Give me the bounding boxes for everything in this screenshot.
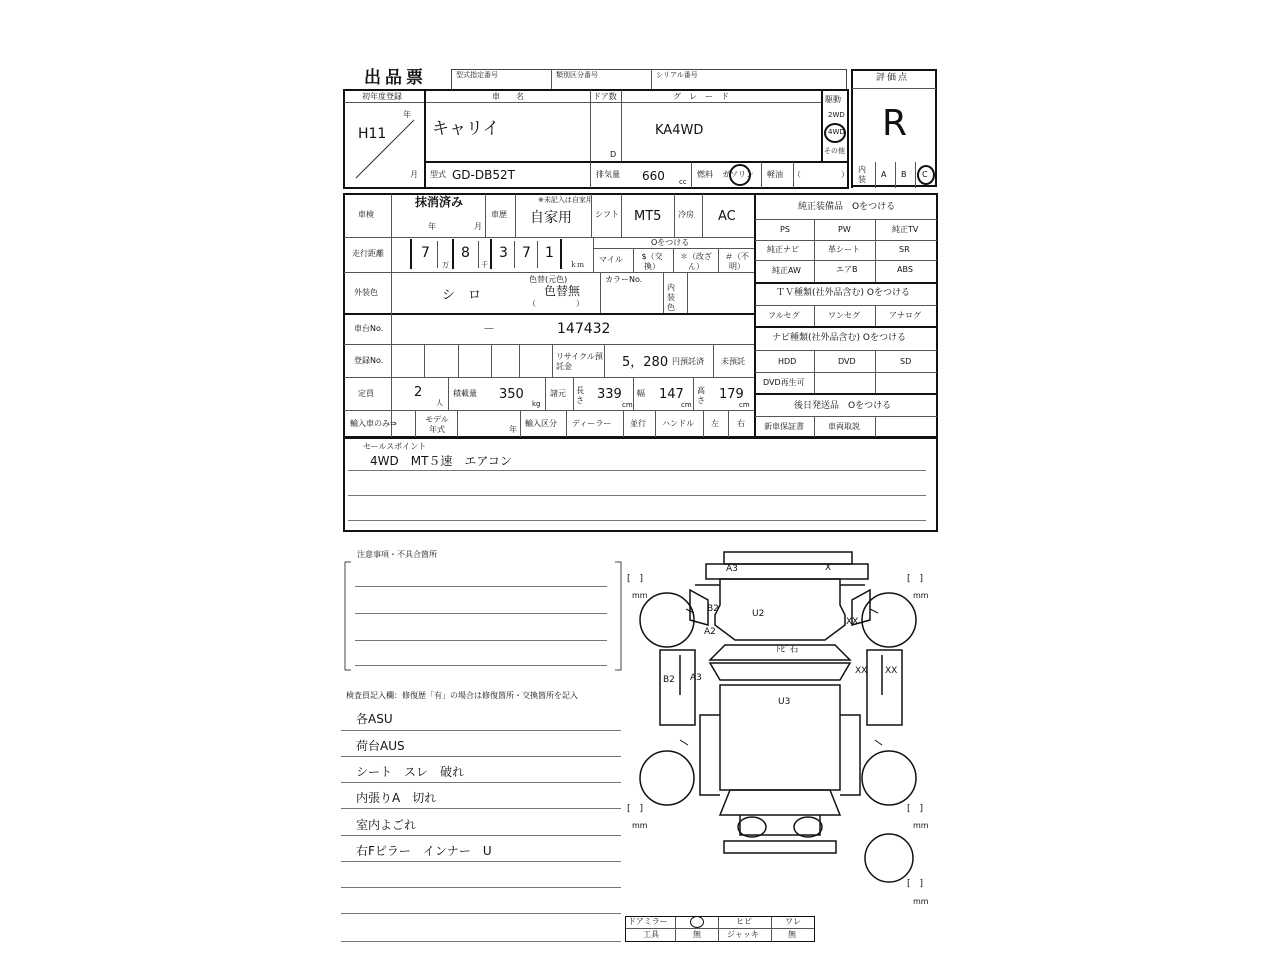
inspector-line-4: 内張りA 切れ	[356, 791, 437, 805]
reg-no-label: 登録No.	[354, 356, 384, 365]
car-diagram	[620, 545, 940, 925]
class-number-label: 類別区分番号	[556, 71, 598, 79]
diag-label-tobi: ﾄﾋﾞ石	[776, 645, 799, 655]
genuine-title: 純正装備品 Oをつける	[798, 202, 896, 212]
serial-label: シリアル番号	[656, 71, 698, 79]
mileage-digit-2: 8	[461, 245, 470, 261]
diag-label-xx-a: XX	[855, 666, 868, 676]
genuine-item-aw: 純正AW	[772, 266, 801, 275]
model-value: GD-DB52T	[452, 168, 515, 182]
diagram-tire-rear-left	[640, 751, 694, 805]
score-label: 評価点	[876, 73, 910, 83]
doors-label: ドア数	[593, 92, 617, 101]
shift-value: MT5	[634, 209, 662, 224]
fuel-label: 燃料	[697, 170, 713, 179]
tv-item-analog: アナログ	[889, 311, 921, 320]
mileage-circle-note: Oをつける	[651, 238, 690, 247]
mileage-digit-5: 1	[545, 245, 554, 261]
length-label: 長さ	[576, 386, 584, 405]
navi-item-dvd: DVD	[838, 357, 856, 366]
interior-grade-c: C	[922, 170, 928, 179]
model-year-unit: 年	[509, 425, 517, 434]
type-number-label: 型式指定番号	[456, 71, 498, 79]
ac-value: AC	[718, 209, 736, 224]
reg-year-unit: 年	[403, 110, 411, 119]
interior-grade-a: A	[881, 170, 887, 179]
diag-label-u3: U3	[778, 697, 791, 707]
inspector-label: 検査員記入欄：修復歴「有」の場合は修復箇所・交換箇所を記入	[346, 691, 578, 700]
width-unit: cm	[681, 401, 692, 409]
grade-label: グ レ ー ド	[673, 92, 729, 101]
shift-label: シフト	[595, 210, 619, 219]
fuel-gas-circle	[729, 164, 751, 186]
first-reg-label: 初年度登録	[362, 92, 402, 101]
right-label: 右	[737, 419, 745, 428]
bracket-spare: [ ]	[907, 879, 924, 889]
fuel-gas: ガソリン	[722, 170, 754, 179]
car-name-value: キャリイ	[432, 119, 500, 139]
drive-2wd: 2WD	[828, 111, 845, 119]
car-name-label: 車 名	[492, 92, 524, 101]
diag-label-b2: B2	[707, 604, 719, 614]
left-label: 左	[711, 419, 719, 428]
capacity-unit: 人	[436, 399, 443, 407]
tools-value: 無	[693, 930, 701, 939]
inspector-line-2: 荷台AUS	[356, 739, 405, 753]
diagram-tire-rear-right	[862, 751, 916, 805]
mileage-km-unit: ｋｍ	[570, 261, 584, 269]
model-year-label: モデル年式	[425, 415, 449, 434]
mm-front-left: mm	[632, 591, 648, 600]
height-unit: cm	[739, 401, 750, 409]
drive-label: 駆動	[825, 95, 841, 104]
sheet-title: 出品票	[364, 68, 427, 88]
capacity-value: 2	[414, 385, 423, 400]
interior-label: 内装	[858, 165, 866, 184]
recycle-done: 円預託済	[672, 357, 704, 366]
diag-label-xx-b: XX	[885, 666, 898, 676]
dealer-label: ディーラー	[572, 419, 612, 428]
tv-item-fullseg: フルセグ	[768, 311, 800, 320]
navi-item-hdd: HDD	[778, 357, 797, 366]
capacity-label: 定員	[358, 389, 374, 398]
later-item-manual: 車両取説	[828, 422, 860, 431]
inspection-month-unit: 月	[474, 222, 482, 231]
tools-label: 工具	[643, 930, 659, 939]
inspection-value: 抹消済み	[415, 195, 464, 209]
grade-value: KA4WD	[655, 123, 704, 138]
drive-4wd: 4WD	[828, 128, 845, 136]
jack-label: ジャッキ	[727, 930, 759, 939]
history-value: 自家用	[530, 210, 572, 226]
inspector-line-1: 各ASU	[356, 712, 393, 726]
genuine-item-tv: 純正TV	[892, 225, 919, 234]
diagram-rear-bumper	[724, 841, 836, 853]
genuine-item-pw: PW	[838, 225, 851, 234]
length-unit: cm	[622, 401, 633, 409]
interior-grade-b: B	[901, 170, 907, 179]
bracket-front-left: [ ]	[627, 574, 644, 584]
genuine-item-ps: PS	[780, 225, 790, 234]
chassis-label: 車台No.	[354, 324, 384, 333]
later-item-warranty: 新車保証書	[764, 422, 804, 431]
mileage-digit-3: 3	[499, 245, 508, 261]
height-label: 高さ	[697, 386, 705, 405]
exterior-value: シ ロ	[442, 288, 482, 303]
height-value: 179	[719, 387, 744, 402]
genuine-item-abs: ABS	[897, 265, 913, 274]
dims-label: 諸元	[550, 389, 566, 398]
length-value: 339	[597, 387, 622, 402]
break-label: ワレ	[785, 917, 801, 926]
fuel-diesel: 軽油	[767, 170, 783, 179]
handle-label: ハンドル	[662, 419, 694, 428]
diag-label-a2: A2	[704, 627, 716, 637]
dvd-play-label: DVD再生可	[763, 378, 805, 387]
diag-label-u2: U2	[752, 609, 765, 619]
genuine-item-airbag: エアB	[836, 265, 858, 274]
genuine-item-sr: SR	[899, 245, 910, 254]
recycle-label: リサイクル預託金	[556, 352, 603, 371]
chassis-value: 147432	[557, 321, 611, 337]
first-reg-value: H11	[358, 126, 387, 142]
displacement-unit: cc	[679, 178, 687, 186]
tamper-label: ＊（改ざん）	[680, 252, 712, 271]
door-mirror-circle	[690, 916, 704, 928]
mm-spare: mm	[913, 897, 929, 906]
parallel-label: 並行	[630, 419, 646, 428]
displacement-label: 排気量	[596, 170, 620, 179]
mm-rear-right: mm	[913, 821, 929, 830]
repaint-value: 色替無	[544, 284, 581, 298]
reg-month-unit: 月	[410, 170, 418, 179]
diagram-spare-tire	[865, 834, 913, 882]
header-number-box	[451, 69, 847, 91]
score-value: R	[882, 103, 908, 144]
reg-divider-slash	[354, 118, 416, 180]
width-value: 147	[659, 387, 684, 402]
doors-suffix: D	[610, 150, 617, 159]
unknown-label: ＃（不明）	[725, 252, 749, 271]
tv-item-oneseg: ワンセグ	[828, 311, 860, 320]
color-no-label: カラーNo.	[605, 275, 643, 284]
mileage-digit-1: 7	[421, 245, 430, 261]
bracket-rear-left: [ ]	[627, 804, 644, 814]
mileage-sen-unit: 千	[481, 261, 488, 269]
inspector-line-5: 室内よごれ	[356, 818, 417, 832]
mileage-label: 走行距離	[352, 249, 384, 258]
notes-label: 注意事項・不具合箇所	[357, 550, 437, 559]
ac-label: 冷房	[678, 210, 694, 219]
later-title: 後日発送品 Oをつける	[794, 401, 892, 411]
exterior-label: 外装色	[354, 288, 378, 297]
mm-front-right: mm	[913, 591, 929, 600]
chassis-dash: －	[483, 322, 496, 336]
sales-point-box	[343, 437, 938, 532]
mile-label: マイル	[599, 255, 623, 264]
history-note: ※未記入は自家用	[538, 196, 593, 204]
diagram-front-bumper	[724, 552, 852, 564]
swap-label: $（交換）	[641, 252, 663, 271]
sales-point-label: セールスポイント	[363, 442, 427, 451]
genuine-item-navi: 純正ナビ	[767, 245, 799, 254]
mileage-digit-4: 7	[522, 245, 531, 261]
mm-rear-left: mm	[632, 821, 648, 830]
import-class-label: 輸入区分	[525, 419, 557, 428]
navi-title: ナビ種類(社外品含む) Oをつける	[772, 333, 906, 343]
bracket-rear-right: [ ]	[907, 804, 924, 814]
notes-bracket-box	[343, 560, 623, 675]
history-label: 車歴	[491, 210, 507, 219]
bracket-front-right: [ ]	[907, 574, 924, 584]
diag-label-b2-left: B2	[663, 675, 675, 685]
sales-point-text: 4WD MT５速 エアコン	[370, 454, 512, 468]
width-label: 幅	[637, 389, 645, 398]
diagram-rear-gate	[720, 790, 840, 815]
load-unit: kg	[532, 400, 541, 408]
diag-label-xx-upper: XX	[846, 617, 859, 627]
fuel-paren: （ ）	[793, 170, 849, 179]
inspection-label: 車検	[358, 210, 374, 219]
load-value: 350	[499, 387, 524, 402]
recycle-value: 5，280	[622, 355, 669, 370]
diagram-tire-front-left	[640, 593, 694, 647]
repaint-label: 色替(元色)	[529, 275, 568, 284]
repaint-paren: （ ）	[528, 299, 584, 308]
drive-other: その他	[824, 147, 845, 155]
interior-color-label: 内装色	[667, 283, 675, 312]
navi-item-sd: SD	[900, 357, 912, 366]
crack-label: ヒビ	[736, 917, 752, 926]
door-mirror-label: ドアミラー	[628, 917, 668, 926]
diag-label-a3-left: A3	[690, 673, 702, 683]
genuine-item-leather: 革シート	[828, 245, 860, 254]
recycle-not: 未預託	[721, 357, 745, 366]
inspector-line-3: シート スレ 破れ	[356, 765, 465, 779]
load-label: 積載量	[453, 389, 477, 398]
import-label: 輸入車のみ⇒	[350, 419, 397, 428]
jack-value: 無	[788, 930, 796, 939]
mileage-man-unit: 万	[442, 261, 449, 269]
diagram-cab-top	[715, 579, 845, 640]
displacement-value: 660	[642, 169, 665, 183]
inspection-year-unit: 年	[428, 222, 436, 231]
tv-title: ＴＶ種類(社外品含む) Oをつける	[776, 288, 910, 298]
model-label: 型式	[430, 170, 446, 179]
diag-label-a3-top: A3	[726, 564, 738, 574]
diag-label-x-top: X	[825, 563, 832, 573]
inspector-line-6: 右Fピラー インナー U	[356, 844, 492, 858]
